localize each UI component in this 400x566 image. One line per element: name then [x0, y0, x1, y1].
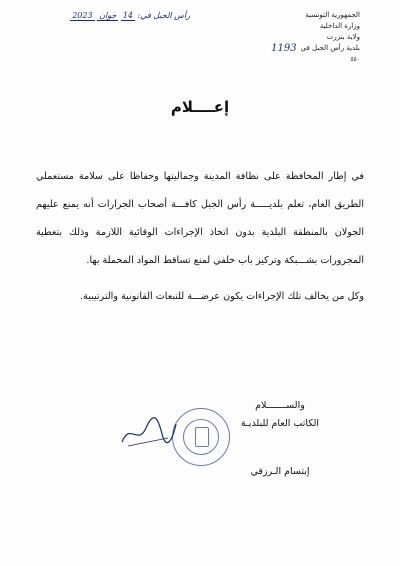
ministry-name: وزارة الداخلية: [319, 22, 360, 30]
letterhead: [250, 10, 360, 65]
official-stamp-icon: [172, 408, 230, 466]
date-year: 2023: [72, 11, 93, 20]
stamp-emblem-icon: [195, 427, 209, 447]
handwritten-signature-icon: [118, 412, 178, 452]
municipality-name: بلدية رأس الجبل في: [300, 44, 360, 52]
signatory-name: إبتسام الـرزقي: [250, 466, 310, 477]
governorate-name: ولاية بنزرت: [326, 33, 360, 41]
date-line: [40, 11, 190, 20]
body-paragraph-2: وكل من يخالف تلك الإجراءات يكون عرضـــة للتبعات القانونية والترتيبية.: [80, 291, 364, 302]
reference-code: ٥٥٠: [350, 56, 360, 63]
notice-body: [36, 163, 364, 311]
closing-greeting: والســـــــلام: [255, 400, 305, 411]
date-day: 14: [122, 11, 134, 20]
document-title: إعــــلام: [170, 98, 230, 116]
country-name: الجمهورية التونسية: [305, 11, 360, 19]
body-paragraph-1: في إطار المحافظة على نظافة المدينة وجماليتها وحفاظا على سلامة مستعملي الطريق العام، تعلم بلديـــــة رأس الجبل كافـــة أصحاب الجرارات أنه يمنع عليهم الجولان بالمنطقة البلدية بدون اتخاذ الإجراءات الوقائية اللازمة وذلك بتغطية المجرورات بشـــبكة وتركيز باب خلفي لمنع تساقط المواد المحملة بها.: [36, 171, 364, 266]
date-month: جوان: [99, 11, 117, 20]
signatory-title: الكاتب العام للبلديـة: [240, 418, 320, 429]
reference-line: [250, 43, 360, 54]
reference-number: 1193: [271, 43, 297, 54]
date-place: رأس الجبل في:: [137, 11, 190, 20]
